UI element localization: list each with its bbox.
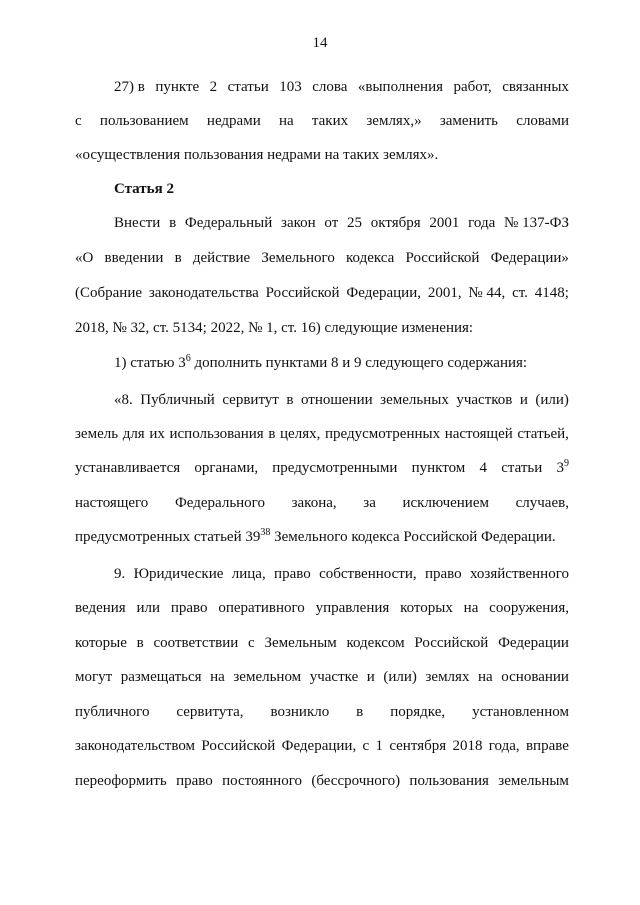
word: их (149, 426, 165, 442)
word: на (478, 669, 493, 685)
word: таких (311, 113, 349, 129)
word: 2018 (452, 738, 483, 754)
word: оперативного (218, 600, 305, 616)
word: сооружения, (489, 600, 569, 616)
word: закона, (291, 495, 337, 511)
p9-line-1 (114, 564, 569, 584)
word: пункте (155, 79, 200, 95)
word: сервитут (222, 392, 279, 408)
word: участков (456, 392, 513, 408)
word: исключением (402, 495, 489, 511)
word: земельным (498, 773, 569, 789)
word: 4 (479, 460, 487, 476)
intro-line-2 (75, 248, 569, 268)
word: Федеральный (184, 215, 273, 231)
word: лица, (231, 566, 266, 582)
point-1 (114, 353, 569, 373)
word: 9. (114, 566, 126, 582)
word: октября (370, 215, 421, 231)
word: с (362, 738, 370, 754)
word: Российской (405, 250, 480, 266)
intro-line-1 (114, 213, 569, 233)
word: 27) в (114, 79, 145, 95)
word: словами (516, 113, 569, 129)
word: участке (309, 669, 359, 685)
word: года (468, 215, 496, 231)
p8-line-2 (75, 424, 569, 444)
p8-line-5-text-after: Земельного кодекса Российской Федерации. (270, 529, 556, 545)
word: публичного (75, 704, 150, 720)
p8-line-5 (75, 527, 569, 547)
word: в (169, 215, 177, 231)
word: право (424, 566, 462, 582)
word: законодательством (75, 738, 196, 754)
p9-line-7 (75, 771, 569, 791)
point-1-text-after: дополнить пунктами 8 и 9 следующего содержания: (190, 355, 528, 371)
word: Публичный (140, 392, 215, 408)
word: которые (75, 635, 127, 651)
word: кодекса (346, 250, 395, 266)
word: с (248, 635, 255, 651)
item27-line-1 (114, 77, 569, 97)
word: право (170, 600, 208, 616)
item27-line-2 (75, 111, 569, 131)
intro-line-3 (75, 283, 569, 303)
word: настоящего (75, 495, 149, 511)
word: могут (75, 669, 113, 685)
word: Российской (265, 285, 340, 301)
word: статьи (501, 460, 543, 476)
word: статьей, (517, 426, 569, 442)
word: Федерации (498, 635, 569, 651)
word: 2 (209, 79, 218, 95)
word: «выполнения (357, 79, 443, 95)
word: от (324, 215, 339, 231)
word: на (463, 600, 479, 616)
word: основании (501, 669, 569, 685)
word: предусмотренных (324, 426, 441, 442)
word: Федерации, (281, 738, 357, 754)
word: недрами (206, 113, 261, 129)
word: право (274, 566, 311, 582)
word: заменить (439, 113, 499, 129)
word: ведения (75, 600, 126, 616)
word: Федерации» (490, 250, 569, 266)
p9-line-6 (75, 736, 569, 756)
word: связанных (502, 79, 569, 95)
word: закон (281, 215, 316, 231)
word: устанавливается (75, 460, 181, 476)
word: в (136, 635, 144, 651)
intro-line-4: 2018, № 32, ст. 5134; 2022, № 1, ст. 16) следующие изменения: (75, 320, 474, 336)
point-1-superscript: 6 (185, 353, 191, 364)
word: 1 (375, 738, 383, 754)
word: 4148; (534, 285, 569, 301)
word: земельном (233, 669, 302, 685)
word: на (278, 113, 294, 129)
p9-line-5 (75, 702, 569, 722)
word: хозяйственного (470, 566, 569, 582)
p8-line-5-superscript: 38 (260, 527, 271, 538)
word: № 44, (468, 285, 506, 301)
word: года, (488, 738, 520, 754)
p8-line-3-last (556, 458, 569, 478)
word: настоящей (444, 426, 513, 442)
p9-line-3 (75, 633, 569, 653)
word: случаев, (515, 495, 569, 511)
word: земель (75, 426, 119, 442)
word: сервитута, (176, 704, 244, 720)
word: управления (315, 600, 390, 616)
word: (бессрочного) (311, 773, 401, 789)
word: в (286, 392, 294, 408)
p8-line-1 (114, 390, 569, 410)
word: статьи (227, 79, 269, 95)
p9-line-4 (75, 667, 569, 687)
word: введении (104, 250, 164, 266)
word: Земельным (264, 635, 337, 651)
word: в (268, 426, 276, 442)
word: переоформить (75, 773, 167, 789)
word: работ, (453, 79, 492, 95)
p8-line-4 (75, 493, 569, 513)
p8-line-3-superscript: 9 (563, 458, 569, 469)
word: (Собрание (75, 285, 143, 301)
word: сентября (389, 738, 447, 754)
word: Юридические (133, 566, 224, 582)
word: Внести (114, 215, 161, 231)
word: Земельного (261, 250, 335, 266)
word: и (366, 669, 375, 685)
word: собственности, (319, 566, 417, 582)
word: № 137-ФЗ (504, 215, 569, 231)
word: пунктом (411, 460, 466, 476)
word: Федерального (174, 495, 265, 511)
word: или (136, 600, 161, 616)
word: отношении (300, 392, 373, 408)
item27-line-3: «осуществления пользования недрами на таких землях». (75, 147, 439, 163)
word: на (210, 669, 225, 685)
word: постоянного (222, 773, 302, 789)
word: (или) (383, 669, 417, 685)
word: с (75, 113, 82, 129)
word: в (356, 704, 364, 720)
word: действие (192, 250, 251, 266)
word: вправе (525, 738, 569, 754)
word: органами, (194, 460, 259, 476)
word: пользования (409, 773, 489, 789)
word: пользованием (99, 113, 189, 129)
p9-line-2 (75, 598, 569, 618)
word: ст. (512, 285, 528, 301)
word: целях, (280, 426, 321, 442)
word: слова (312, 79, 348, 95)
word: землях,» (366, 113, 422, 129)
word: земельных (380, 392, 449, 408)
page-number: 14 (312, 35, 328, 51)
p8-line-3-last-number: 3 (556, 460, 564, 476)
word: 25 (347, 215, 363, 231)
word: (или) (535, 392, 569, 408)
word: размещаться (120, 669, 202, 685)
word: для (122, 426, 145, 442)
article-heading: Статья 2 (114, 181, 174, 197)
point-1-text-before: 1) статью 3 (114, 355, 186, 371)
word: Федерации, (346, 285, 421, 301)
word: право (176, 773, 213, 789)
word: предусмотренными (272, 460, 398, 476)
word: 2001, (427, 285, 462, 301)
word: землях (425, 669, 470, 685)
word: и (519, 392, 528, 408)
word: «О (75, 250, 94, 266)
word: «8. (114, 392, 133, 408)
word: соответствии (153, 635, 239, 651)
word: установленном (472, 704, 569, 720)
word: законодательства (148, 285, 259, 301)
word: за (363, 495, 376, 511)
word: Российской (414, 635, 489, 651)
word: Российской (201, 738, 276, 754)
word: 103 (279, 79, 302, 95)
word: 2001 (429, 215, 460, 231)
p8-line-3 (75, 458, 569, 478)
word: использования (169, 426, 264, 442)
word: которых (400, 600, 453, 616)
word: кодексом (346, 635, 405, 651)
word: возникло (270, 704, 330, 720)
p8-line-5-text-before: предусмотренных статьей 39 (75, 529, 261, 545)
word: в (174, 250, 182, 266)
word: порядке, (390, 704, 446, 720)
